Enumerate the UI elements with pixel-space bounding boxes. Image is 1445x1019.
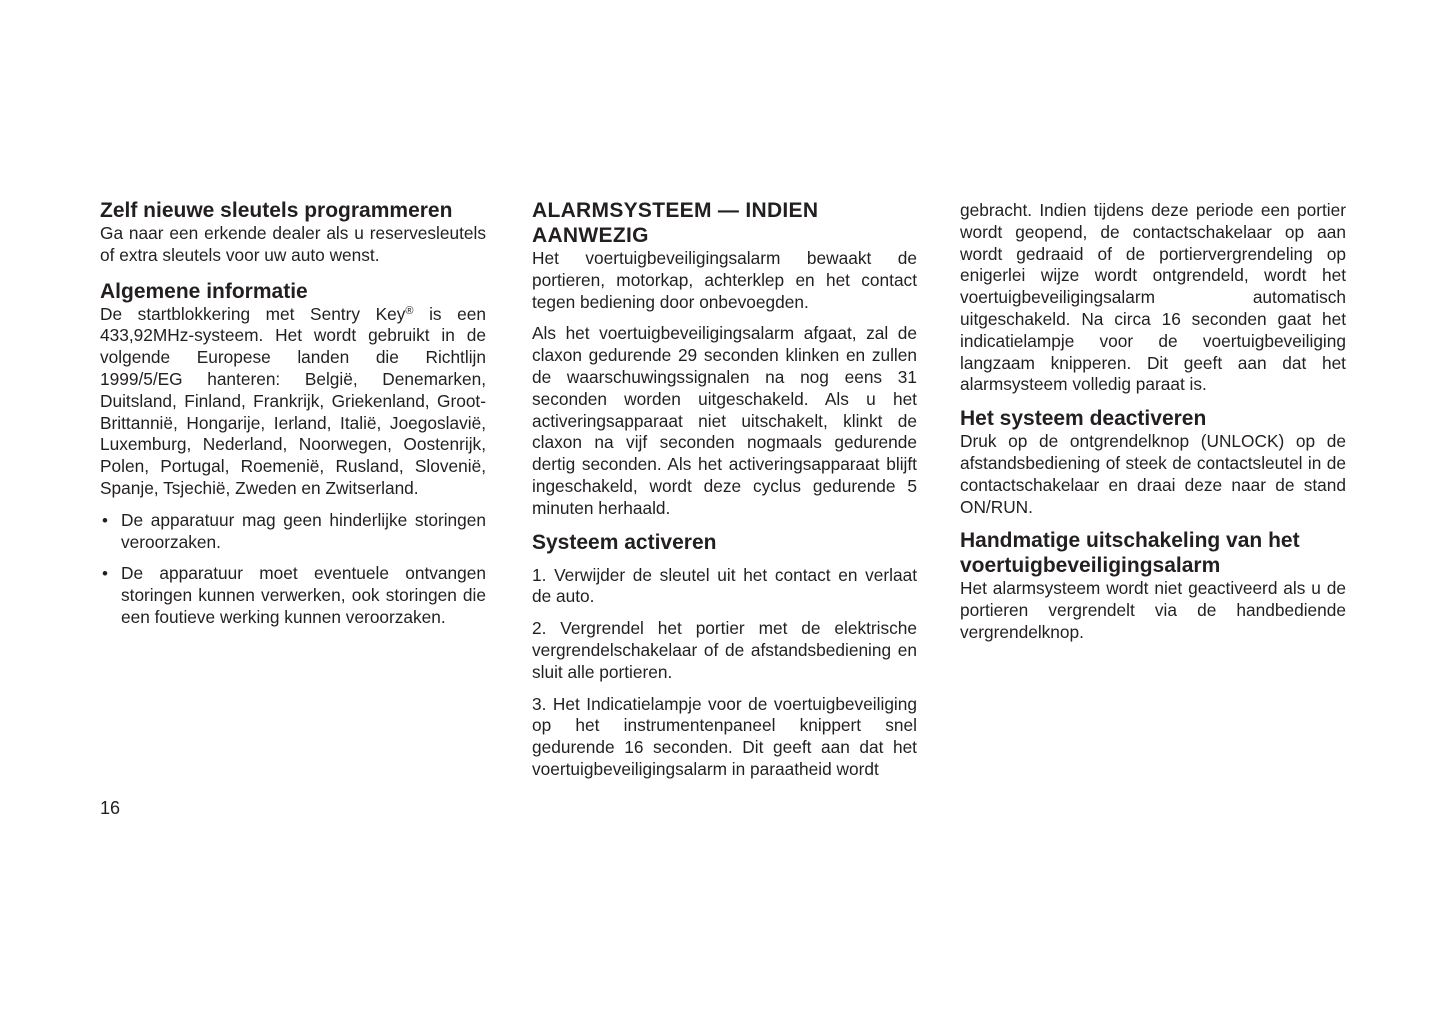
list-item (100, 510, 486, 554)
column-middle (532, 198, 917, 781)
heading-general-info: Algemene informatie (100, 279, 308, 303)
bullet-icon: • (102, 510, 108, 530)
list-item (100, 563, 486, 628)
paragraph-arming-continued: gebracht. Indien tijdens deze periode een portier wordt geopend, de contactschakelaar op aan wordt gedraaid of de portiervergrendeling op enigerlei wijze wordt ontgrendeld, wordt het voertuigbeveiligingsalarm automatisch uitgeschakeld. Na circa 16 seconden gaat het indicatielampje voor de voertuigbeveiliging langzaam knipperen. Dit geeft aan dat het alarmsysteem volledig paraat is. (960, 200, 1346, 395)
paragraph-manual-disable: Het alarmsysteem wordt niet geactiveerd als u de portieren vergrendelt via de handbediende vergrendelknop. (960, 578, 1346, 642)
heading-activate-system: Systeem activeren (532, 530, 717, 554)
paragraph-alarm-triggers: Als het voertuigbeveiligingsalarm afgaat, zal de claxon gedurende 29 seconden klinken en zullen de waarschuwingssignalen na nog eens 31 seconden worden uitgeschakeld. Als u het activeringsapparaat niet uitschakelt, klinkt de claxon na vijf seconden nogmaals gedurende dertig seconden. Als het activeringsapparaat blijft ingeschakeld, wordt deze cyclus gedurende 5 minuten herhaald. (532, 323, 917, 518)
paragraph-sentry-key (100, 304, 486, 500)
registered-mark: ® (405, 304, 414, 317)
paragraph-alarm-monitors: Het voertuigbeveiligingsalarm bewaakt de portieren, motorkap, achterklep en het contact tegen bediening door onbevoegden. (532, 248, 917, 312)
heading-alarm-system: ALARMSYSTEEM — INDIEN AANWEZIG (532, 199, 819, 247)
bullet-icon: • (102, 564, 108, 584)
list-item-text: De apparatuur mag geen hinderlijke storingen veroorzaken. (121, 509, 486, 552)
step-2: 2. Vergrendel het portier met de elektrische vergrendelschakelaar of de afstandsbediening en sluit alle portieren. (532, 618, 917, 682)
heading-manual-disable: Handmatige uitschakeling van het voertuigbeveiligingsalarm (960, 529, 1300, 578)
heading-program-keys: Zelf nieuwe sleutels programmeren (100, 199, 453, 222)
sentry-key-text: De startblokkering met Sentry Key (100, 303, 406, 324)
step-3: 3. Het Indicatielampje voor de voertuigbeveiliging op het instrumentenpaneel knippert snel gedurende 16 seconden. Dit geeft aan dat het voertuigbeveiligingsalarm in paraatheid wordt (532, 693, 917, 779)
bullet-list (100, 510, 486, 629)
list-item-text: De apparatuur moet eventuele ontvangen storingen kunnen verwerken, ook storingen die een foutieve werking kunnen veroorzaken. (121, 563, 486, 627)
step-1: 1. Verwijder de sleutel uit het contact en verlaat de auto. (532, 564, 917, 607)
paragraph-dealer: Ga naar een erkende dealer als u reservesleutels of extra sleutels voor uw auto wenst. (100, 223, 486, 265)
paragraph-deactivate: Druk op de ontgrendelknop (UNLOCK) op de afstandsbediening of steek de contactsleutel in de contactschakelaar en draai deze naar de stand ON/RUN. (960, 431, 1346, 517)
column-right (960, 200, 1346, 644)
heading-deactivate-system: Het systeem deactiveren (960, 407, 1207, 431)
page-number: 16 (100, 798, 121, 818)
column-left (100, 198, 486, 629)
countries-text: is een 433,92MHz-systeem. Het wordt gebruikt in de volgende Europese landen die Richtlijn 1999/5/EG hanteren: België, Denemarken, Duitsland, Finland, Frankrijk, Griekenland, Groot-Brittannië, Hongarije, Ierland, Italië, Joegoslavië, Luxemburg, Nederland, Noorwegen, Oostenrijk, Polen, Portugal, Roemenië, Rusland, Slovenië, Spanje, Tsjechië, Zweden en Zwitserland. (100, 303, 486, 498)
